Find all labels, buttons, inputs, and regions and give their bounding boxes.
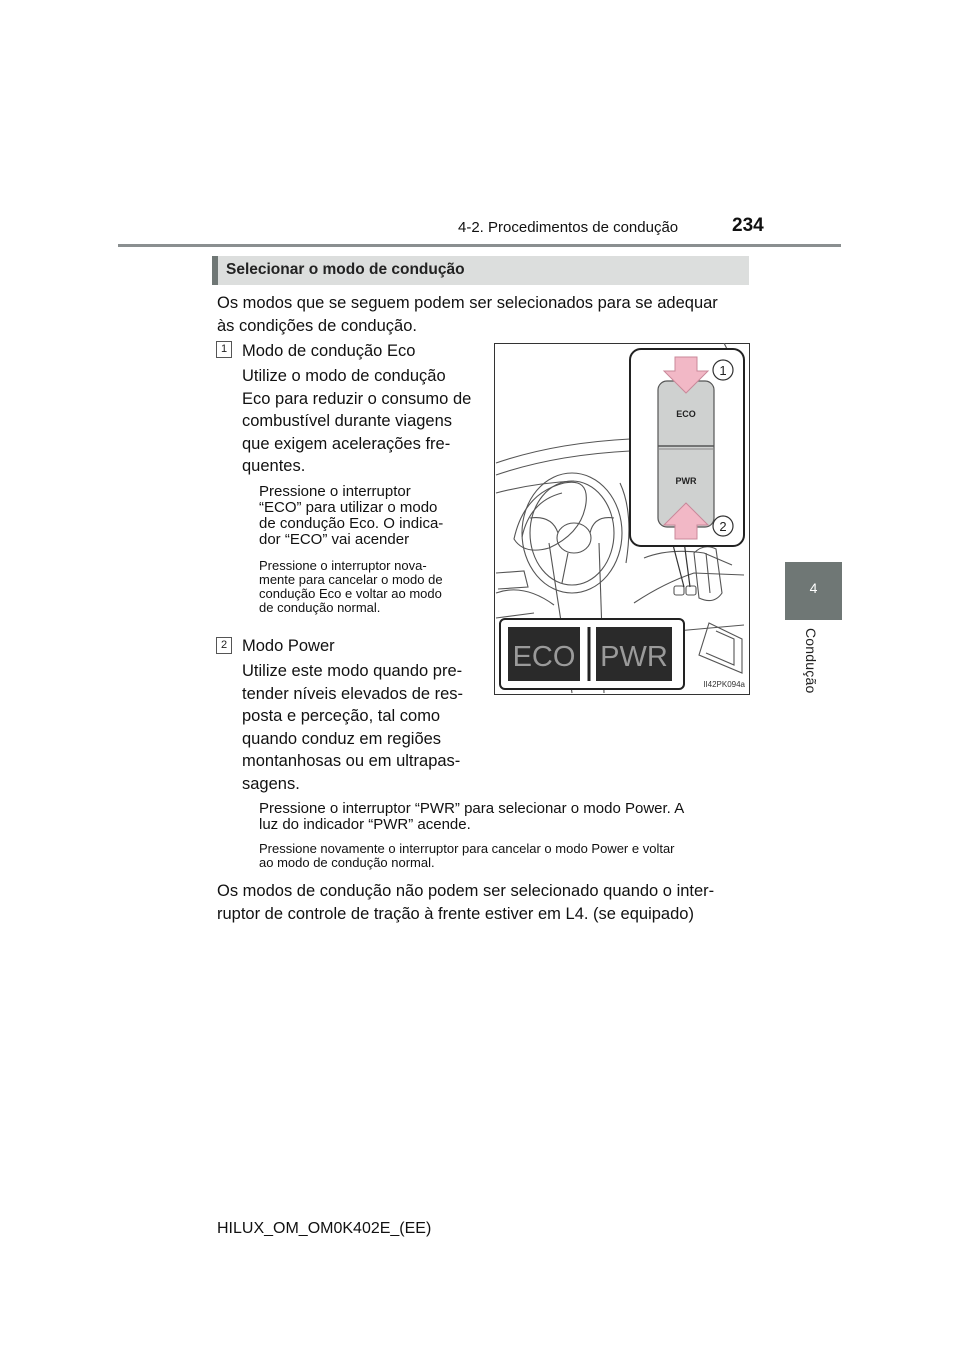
item-note-eco: [259, 559, 474, 615]
closing-paragraph: [217, 880, 745, 925]
item-note-power: [259, 842, 745, 870]
item-description-eco: [242, 365, 474, 478]
eco-switch-label: ECO: [676, 409, 696, 419]
chapter-number: 4: [809, 580, 818, 596]
item-title-power: Modo Power: [242, 637, 335, 655]
header-section-title: 4-2. Procedimentos de condução: [458, 219, 679, 236]
eco-indicator-label: ECO: [512, 641, 576, 673]
intro-line: às condições de condução.: [217, 316, 417, 335]
description-line: quentes.: [242, 457, 306, 475]
note-line: Pressione o interruptor nova-: [259, 558, 427, 573]
pwr-switch-label: PWR: [675, 476, 697, 486]
description-line: quando conduz em regiões: [242, 729, 442, 748]
closing-line: ruptor de controle de tração à frente estiver em L4. (se equipado): [217, 904, 694, 923]
instruction-line: “ECO” para utilizar o modo: [259, 499, 438, 516]
description-line: tender níveis elevados de res-: [242, 684, 464, 703]
description-line: Eco para reduzir o consumo de: [242, 389, 472, 408]
callout-number-2-text: 2: [719, 519, 727, 534]
item-description-power: [242, 660, 474, 795]
pwr-indicator-label: PWR: [600, 641, 668, 673]
callout-number-1-text: 1: [719, 363, 727, 378]
description-line: montanhosas ou em ultrapas-: [242, 752, 461, 770]
instruction-line: dor “ECO” vai acender: [259, 531, 410, 548]
item-number-badge: 2: [216, 637, 232, 654]
illustration-code: II42PK094a: [703, 680, 745, 689]
item-number-badge: 1: [216, 341, 232, 358]
instruction-line: Pressione o interruptor: [259, 483, 411, 500]
section-heading: Selecionar o modo de condução: [226, 261, 465, 278]
section-heading-bar: [212, 256, 749, 285]
chapter-tab-number[interactable]: [785, 562, 842, 620]
header-rule: [118, 244, 841, 247]
closing-line: Os modos de condução não podem ser selecionado quando o inter-: [217, 882, 715, 900]
note-line: de condução normal.: [259, 600, 381, 615]
note-line: ao modo de condução normal.: [259, 855, 435, 870]
drive-mode-switch-illustration: [494, 343, 750, 695]
note-line: Pressione novamente o interruptor para cancelar o modo Power e voltar: [259, 841, 675, 856]
note-line: condução Eco e voltar ao modo: [259, 586, 442, 601]
description-line: sagens.: [242, 774, 300, 793]
item-title-eco: Modo de condução Eco: [242, 342, 416, 360]
intro-paragraph: [217, 292, 745, 337]
page-number: 234: [732, 215, 764, 236]
description-line: Utilize este modo quando pre-: [242, 662, 463, 680]
description-line: que exigem acelerações fre-: [242, 434, 451, 453]
instruction-line: de condução Eco. O indica-: [259, 515, 444, 532]
chapter-tab-label: [785, 620, 842, 730]
document-code: HILUX_OM_OM0K402E_(EE): [217, 1220, 432, 1237]
description-line: Utilize o modo de condução: [242, 367, 446, 385]
section-heading-marker: [212, 256, 218, 285]
description-line: combustível durante viagens: [242, 412, 453, 430]
chapter-label: Condução: [803, 628, 819, 694]
description-line: posta e perceção, tal como: [242, 707, 441, 725]
instruction-line: luz do indicador “PWR” acende.: [259, 816, 471, 833]
instruction-line: Pressione o interruptor “PWR” para selecionar o modo Power. A: [259, 800, 685, 817]
note-line: mente para cancelar o modo de: [259, 572, 443, 587]
item-instruction-eco: [259, 484, 474, 548]
intro-line: Os modos que se seguem podem ser selecionados para se adequar: [217, 294, 718, 312]
item-instruction-power: [259, 801, 745, 833]
